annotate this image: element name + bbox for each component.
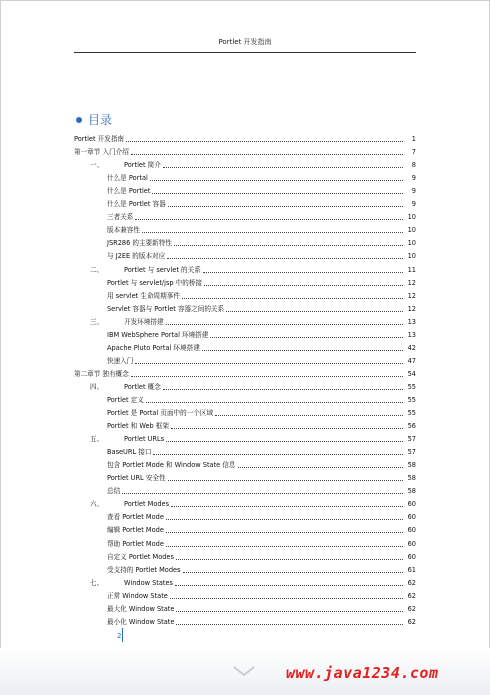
- page-number-bar: [122, 628, 123, 642]
- watermark: www.java1234.com: [286, 664, 439, 682]
- toc-entry-title: Portlet 概念: [124, 382, 161, 391]
- toc-entry-title: 查看 Portlet Mode: [107, 513, 164, 522]
- toc-entry-title: 第一章节 入门介绍: [74, 148, 129, 157]
- toc-entry-page: 11: [407, 265, 416, 274]
- toc-entry-title: Window States: [124, 578, 173, 587]
- toc-entry-title: Portlet URLs: [124, 435, 165, 444]
- toc-dot-leader: [135, 219, 403, 220]
- toc-entry-page: 61: [407, 565, 416, 574]
- toc-dot-leader: [168, 480, 403, 481]
- toc-entry-page: 47: [407, 356, 416, 365]
- toc-entry-number: 三、: [90, 317, 104, 326]
- toc-entry-page: 13: [407, 317, 416, 326]
- toc-entry-page: 60: [407, 539, 416, 548]
- toc-entry[interactable]: [74, 379, 416, 392]
- toc-entry-page: 1: [411, 135, 416, 144]
- toc-entry[interactable]: [74, 327, 416, 340]
- toc-entry[interactable]: [74, 144, 416, 157]
- toc-dot-leader: [163, 167, 403, 168]
- toc-entry[interactable]: [74, 157, 416, 170]
- toc-entry-title: Servlet 容器与 Portlet 容器之间的关系: [107, 304, 225, 313]
- toc-dot-leader: [146, 402, 403, 403]
- toc-entry-page: 58: [407, 474, 416, 483]
- toc-dot-leader: [135, 363, 403, 364]
- toc-entry-title: 什么是 Portlet: [107, 187, 151, 196]
- toc-entry-title: Portlet URL 安全性: [107, 474, 166, 483]
- toc-dot-leader: [176, 624, 403, 625]
- toc-entry-title: IBM WebSphere Portal 环境搭建: [107, 330, 209, 339]
- toc-entry-page: 60: [407, 500, 416, 509]
- toc-entry-page: 55: [407, 409, 416, 418]
- toc-entry-title: 什么是 Portlet 容器: [107, 200, 166, 209]
- toc-entry-page: 58: [407, 461, 416, 470]
- toc-entry[interactable]: [74, 483, 416, 496]
- toc-entry-page: 62: [407, 604, 416, 613]
- toc-entry-title: Portlet 和 Web 框架: [107, 422, 169, 431]
- toc-entry-title: Apache Pluto Portal 环境搭建: [107, 343, 200, 352]
- toc-entry[interactable]: [74, 588, 416, 601]
- toc-entry-number: 二、: [90, 265, 104, 274]
- toc-entry-title: 三者关系: [107, 213, 134, 222]
- toc-dot-leader: [152, 193, 403, 194]
- toc-entry[interactable]: [74, 196, 416, 209]
- toc-entry-page: 7: [411, 148, 416, 157]
- toc-dot-leader: [166, 546, 403, 547]
- toc-entry-page: 13: [407, 330, 416, 339]
- toc-dot-leader: [215, 415, 403, 416]
- toc-dot-leader: [153, 454, 403, 455]
- toc-entry-page: 60: [407, 526, 416, 535]
- bullet-icon: [76, 117, 82, 123]
- toc-entry[interactable]: [74, 183, 416, 196]
- toc-entry-page: 57: [407, 448, 416, 457]
- toc-entry-title: 正常 Window State: [107, 591, 168, 600]
- toc-entry-title: 版本兼容性: [107, 226, 140, 235]
- chevron-down-icon: [232, 665, 256, 677]
- toc-dot-leader: [163, 389, 403, 390]
- toc-entry-page: 12: [407, 278, 416, 287]
- toc-dot-leader: [166, 532, 403, 533]
- toc-dot-leader: [226, 311, 403, 312]
- toc-entry[interactable]: [74, 431, 416, 444]
- toc-entry-title: 自定义 Portlet Modes: [107, 552, 174, 561]
- toc-entry[interactable]: [74, 457, 416, 470]
- toc-entry-page: 62: [407, 578, 416, 587]
- toc-entry-title: Portlet 与 servlet/jsp 中的桥接: [107, 278, 203, 287]
- toc-dot-leader: [167, 258, 403, 259]
- toc-entry-page: 58: [407, 487, 416, 496]
- toc-entry-title: 与 J2EE 的版本对应: [107, 252, 166, 261]
- toc-entry-page: 62: [407, 591, 416, 600]
- toc-entry[interactable]: [74, 235, 416, 248]
- toc-entry-page: 62: [407, 617, 416, 626]
- toc-entry[interactable]: [74, 275, 416, 288]
- toc-entry-title: 受支持的 Portlet Modes: [107, 565, 181, 574]
- table-of-contents: [74, 131, 416, 627]
- toc-entry[interactable]: [74, 131, 416, 144]
- toc-entry-title: 用 servlet 生命周期事件: [107, 291, 180, 300]
- toc-entry-page: 42: [407, 343, 416, 352]
- toc-dot-leader: [176, 611, 403, 612]
- toc-entry-title: Portlet 简介: [124, 161, 161, 170]
- toc-entry-page: 55: [407, 382, 416, 391]
- toc-entry[interactable]: [74, 301, 416, 314]
- toc-entry-title: Portlet 是 Portal 页面中的一个区域: [107, 409, 214, 418]
- toc-heading: [76, 111, 112, 128]
- toc-dot-leader: [142, 232, 403, 233]
- toc-entry-number: 一、: [90, 161, 104, 170]
- toc-entry-page: 12: [407, 304, 416, 313]
- toc-entry-page: 10: [407, 213, 416, 222]
- page-number: 2: [117, 632, 122, 640]
- toc-entry-title: 开发环境搭建: [124, 317, 164, 326]
- toc-entry[interactable]: [74, 248, 416, 261]
- toc-entry-title: Portlet 开发指南: [74, 135, 125, 144]
- toc-entry[interactable]: [74, 288, 416, 301]
- toc-entry[interactable]: [74, 614, 416, 627]
- toc-entry[interactable]: [74, 392, 416, 405]
- toc-entry-page: 8: [411, 161, 416, 170]
- toc-entry[interactable]: [74, 170, 416, 183]
- toc-entry-page: 12: [407, 291, 416, 300]
- toc-dot-leader: [131, 154, 403, 155]
- toc-entry-page: 9: [411, 187, 416, 196]
- toc-entry-page: 10: [407, 252, 416, 261]
- toc-dot-leader: [210, 337, 403, 338]
- toc-entry-page: 57: [407, 435, 416, 444]
- toc-entry-number: 五、: [90, 435, 104, 444]
- toc-entry-title: JSR286 的主要新特性: [107, 239, 172, 248]
- toc-entry[interactable]: [74, 418, 416, 431]
- toc-dot-leader: [202, 350, 403, 351]
- toc-entry-title: 第二章节 独有概念: [74, 369, 129, 378]
- toc-entry[interactable]: [74, 509, 416, 522]
- toc-entry[interactable]: [74, 470, 416, 483]
- toc-dot-leader: [238, 467, 403, 468]
- toc-entry-title: 编辑 Portlet Mode: [107, 526, 164, 535]
- toc-dot-leader: [174, 245, 403, 246]
- toc-entry[interactable]: [74, 575, 416, 588]
- toc-entry-title: 快速入门: [107, 356, 134, 365]
- toc-entry[interactable]: [74, 261, 416, 274]
- toc-entry-page: 9: [411, 174, 416, 183]
- toc-entry-page: 54: [407, 369, 416, 378]
- toc-entry-title: 包含 Portlet Mode 和 Window State 信息: [107, 461, 236, 470]
- toc-dot-leader: [203, 272, 403, 273]
- toc-entry-title: Portlet 与 servlet 的关系: [124, 265, 201, 274]
- toc-dot-leader: [166, 519, 403, 520]
- toc-entry-page: 10: [407, 239, 416, 248]
- toc-dot-leader: [183, 572, 403, 573]
- header-rule: [74, 52, 416, 53]
- toc-entry-title: 什么是 Portal: [107, 174, 148, 183]
- toc-dot-leader: [166, 324, 403, 325]
- toc-entry-page: 60: [407, 513, 416, 522]
- toc-entry[interactable]: [74, 209, 416, 222]
- toc-entry-title: 帮助 Portlet Mode: [107, 539, 164, 548]
- toc-dot-leader: [204, 285, 403, 286]
- toc-dot-leader: [168, 206, 403, 207]
- toc-dot-leader: [182, 298, 403, 299]
- toc-dot-leader: [170, 598, 403, 599]
- toc-heading-label: 目录: [88, 113, 113, 127]
- toc-dot-leader: [166, 441, 403, 442]
- toc-dot-leader: [171, 428, 403, 429]
- toc-entry-title: 最大化 Window State: [107, 604, 175, 613]
- toc-entry[interactable]: [74, 353, 416, 366]
- toc-dot-leader: [171, 506, 403, 507]
- toc-entry-number: 六、: [90, 500, 104, 509]
- toc-dot-leader: [131, 376, 403, 377]
- toc-entry[interactable]: [74, 562, 416, 575]
- toc-entry[interactable]: [74, 601, 416, 614]
- toc-entry[interactable]: [74, 314, 416, 327]
- toc-entry-title: 最小化 Window State: [107, 617, 175, 626]
- running-header: Portlet 开发指南: [218, 38, 272, 46]
- toc-entry-title: 总结: [107, 487, 121, 496]
- toc-entry-page: 10: [407, 226, 416, 235]
- toc-entry-page: 9: [411, 200, 416, 209]
- toc-entry-title: Portlet Modes: [124, 500, 170, 509]
- toc-dot-leader: [176, 559, 403, 560]
- toc-entry[interactable]: [74, 496, 416, 509]
- toc-dot-leader: [126, 141, 403, 142]
- toc-dot-leader: [175, 585, 403, 586]
- toc-entry-page: 55: [407, 395, 416, 404]
- toc-entry[interactable]: [74, 535, 416, 548]
- toc-entry[interactable]: [74, 340, 416, 353]
- toc-entry-page: 60: [407, 552, 416, 561]
- toc-entry[interactable]: [74, 549, 416, 562]
- toc-entry[interactable]: [74, 444, 416, 457]
- toc-entry[interactable]: [74, 366, 416, 379]
- toc-entry-title: Portlet 定义: [107, 395, 144, 404]
- toc-entry[interactable]: [74, 522, 416, 535]
- toc-entry[interactable]: [74, 405, 416, 418]
- toc-dot-leader: [150, 180, 403, 181]
- toc-entry[interactable]: [74, 222, 416, 235]
- toc-entry-page: 56: [407, 422, 416, 431]
- toc-dot-leader: [122, 493, 403, 494]
- toc-entry-title: BaseURL 接口: [107, 448, 152, 457]
- toc-entry-number: 七、: [90, 578, 104, 587]
- toc-entry-number: 四、: [90, 382, 104, 391]
